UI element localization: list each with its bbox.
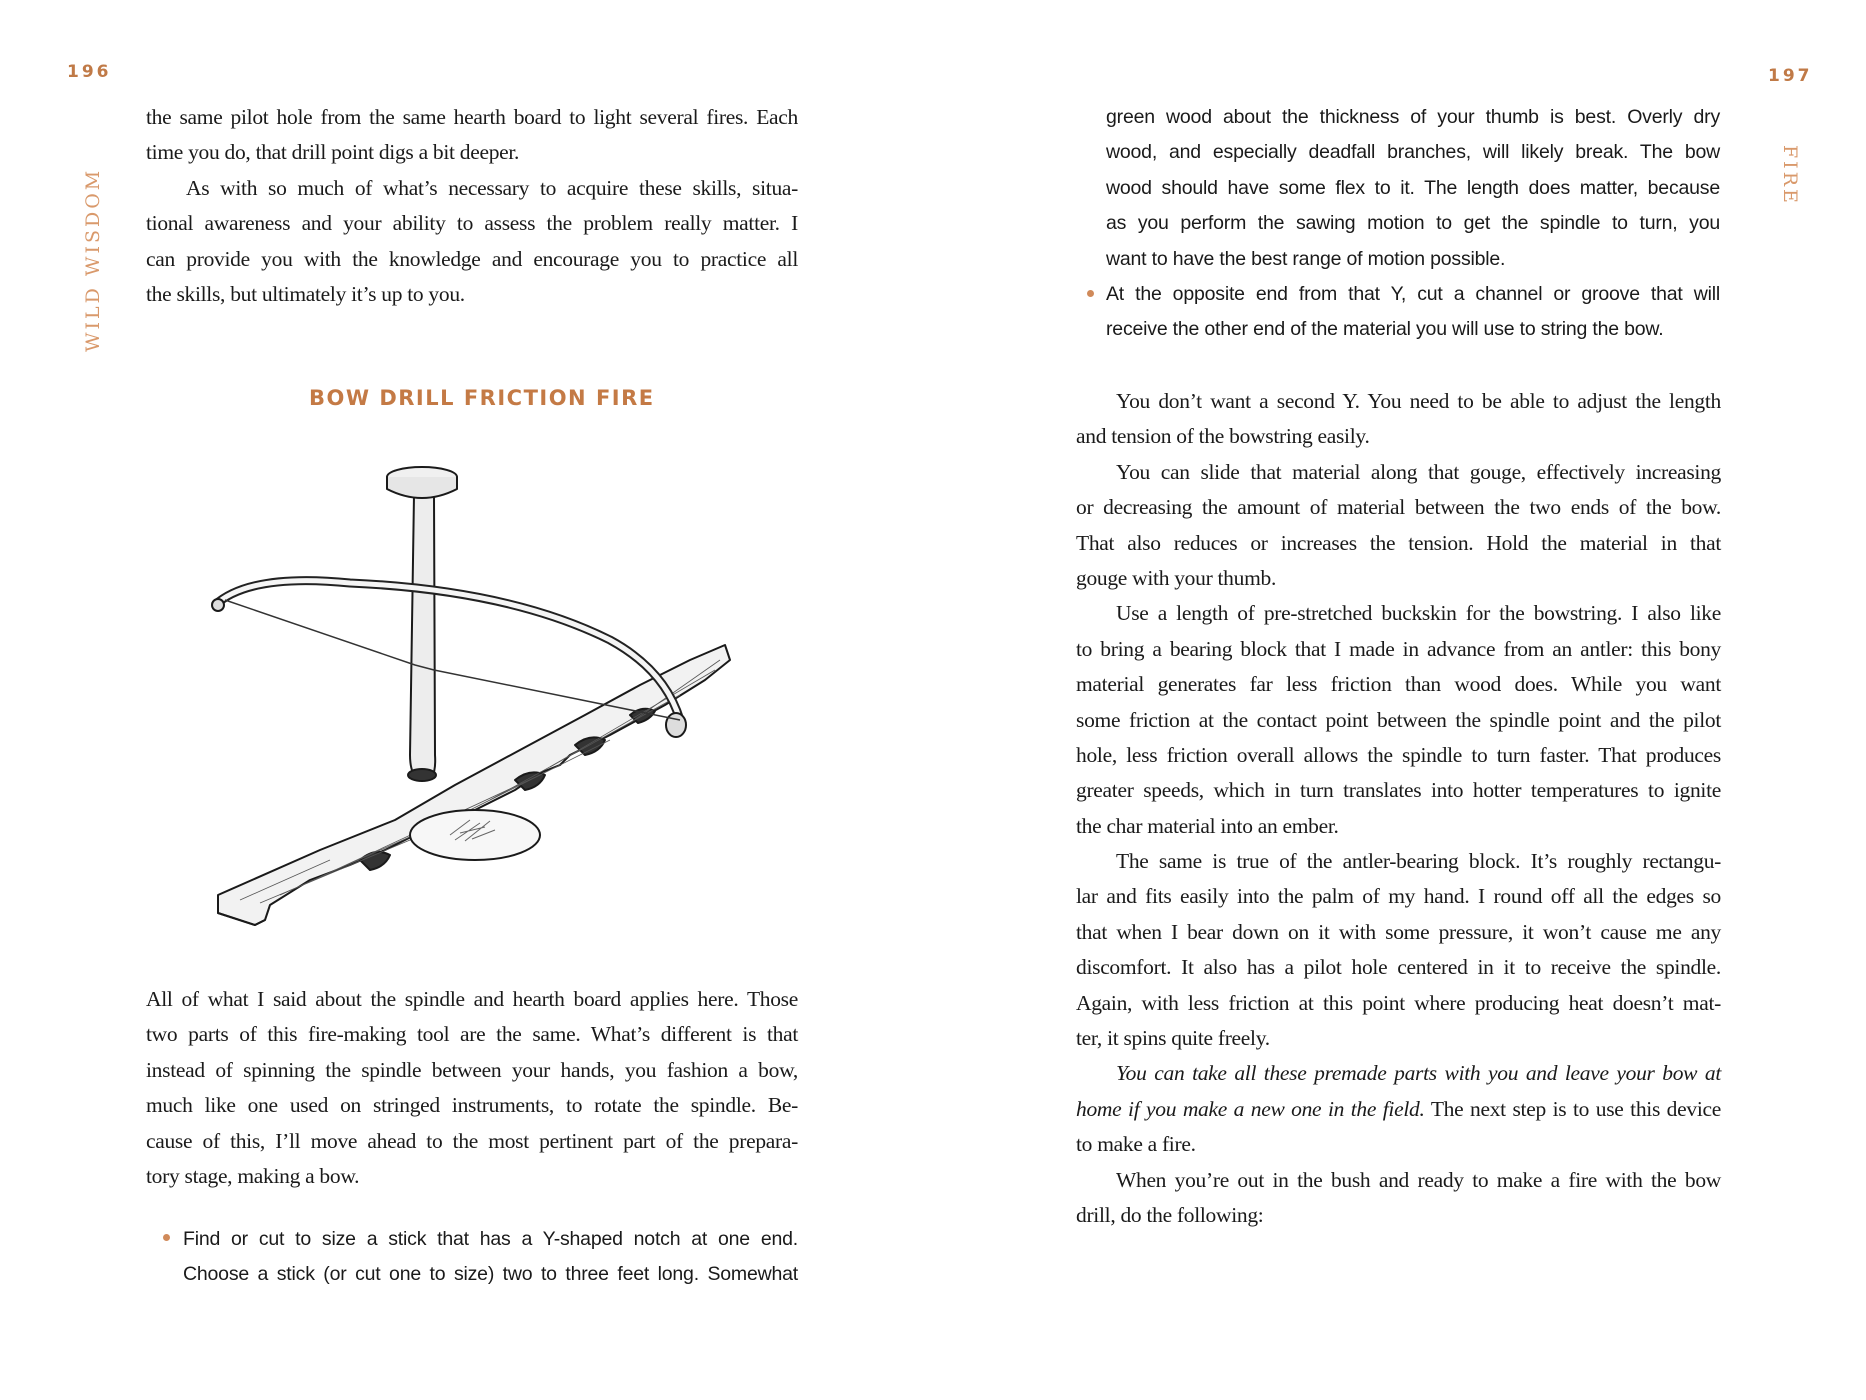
text-line: and tension of the bowstring easily.: [1076, 424, 1370, 449]
bullet-item: [1106, 277, 1720, 348]
text-line: hole, less friction overall allows the spindle to turn faster. That produces: [1076, 742, 1721, 767]
text-span: The next step is to use this device: [1424, 1096, 1721, 1121]
text-line: cause of this, I’ll move ahead to the most pertinent part of the prepara-: [146, 1128, 798, 1153]
text-line: Use a length of pre-stretched buckskin for the bowstring. I also like: [1116, 601, 1721, 626]
right-body-text: [1076, 384, 1721, 1233]
hearth-board: [218, 645, 730, 925]
left-bottom-text: [146, 982, 798, 1194]
text-line: The same is true of the antler-bearing block. It’s roughly rectangu-: [1116, 849, 1721, 874]
text-line: instead of spinning the spindle between your hands, you fashion a bow,: [146, 1057, 798, 1082]
paragraph: [146, 100, 798, 171]
text-line: or decreasing the amount of material between the two ends of the bow.: [1076, 495, 1721, 520]
text-line: You don’t want a second Y. You need to be able to adjust the length: [1116, 389, 1721, 413]
bullet-item: [183, 1222, 798, 1293]
text-line: That also reduces or increases the tension. Hold the material in that: [1076, 530, 1721, 555]
left-top-text: [146, 100, 798, 312]
paragraph-italic: [1076, 1056, 1721, 1162]
text-line: material generates far less friction than wood does. While you want: [1076, 672, 1721, 697]
text-line: two parts of this fire-making tool are the same. What’s different is that: [146, 1022, 798, 1047]
paragraph: [1076, 1163, 1721, 1234]
text-line: as you perform the sawing motion to get the spindle to turn, you: [1106, 212, 1720, 235]
text-line: some friction at the contact point between the spindle point and the pilot: [1076, 707, 1721, 732]
bullet-icon: [1087, 290, 1094, 297]
italic-phrase: home if you make a new one in the field.: [1076, 1096, 1425, 1121]
paragraph: [1076, 384, 1721, 455]
text-line: can provide you with the knowledge and encourage you to practice all: [146, 246, 798, 271]
text-line: much like one used on stringed instruments, to rotate the spindle. Be-: [146, 1093, 798, 1118]
text-line: to make a fire.: [1076, 1132, 1196, 1157]
running-head-left: WILD WISDOM: [82, 167, 104, 352]
text-line: Again, with less friction at this point where producing heat doesn’t mat-: [1076, 990, 1721, 1015]
text-line: want to have the best range of motion possible.: [1106, 247, 1506, 270]
text-line: Find or cut to size a stick that has a Y-shaped notch at one end.: [183, 1228, 798, 1250]
text-line: the skills, but ultimately it’s up to you.: [146, 281, 465, 306]
text-line: greater speeds, which in turn translates into hotter temperatures to ignite: [1076, 778, 1721, 803]
bullet-continuation: [1106, 100, 1720, 277]
text-line: ter, it spins quite freely.: [1076, 1026, 1270, 1051]
text-line: When you’re out in the bush and ready to make a fire with the bow: [1116, 1167, 1721, 1192]
text-line: time you do, that drill point digs a bit deeper.: [146, 140, 520, 165]
bullet-icon: [163, 1234, 170, 1241]
text-line: As with so much of what’s necessary to acquire these skills, situa-: [186, 175, 798, 200]
text-line: wood, and especially deadfall branches, will likely break. The bow: [1106, 141, 1720, 164]
spindle: [387, 467, 457, 781]
text-line: You can slide that material along that gouge, effectively increasing: [1116, 459, 1721, 484]
section-heading: BOW DRILL FRICTION FIRE: [309, 386, 655, 410]
ember-pan: [410, 810, 540, 860]
paragraph: [146, 171, 798, 313]
text-line: You can take all these premade parts with you and leave your bow at: [1116, 1061, 1721, 1086]
text-line: that when I bear down on it with some pressure, it won’t cause me any: [1076, 919, 1721, 944]
running-head-right: FIRE: [1779, 145, 1801, 206]
page-number-right: 197: [1768, 66, 1813, 86]
text-line: the char material into an ember.: [1076, 813, 1339, 838]
text-line: receive the other end of the material you will use to string the bow.: [1106, 318, 1664, 341]
page-number-left: 196: [67, 62, 112, 82]
text-line: tional awareness and your ability to assess the problem really matter. I: [146, 211, 798, 236]
text-line: lar and fits easily into the palm of my hand. I round off all the edges so: [1076, 884, 1721, 909]
text-line: drill, do the following:: [1076, 1202, 1264, 1227]
text-line: gouge with your thumb.: [1076, 565, 1277, 590]
right-page: [933, 0, 1866, 1400]
text-line: to bring a bearing block that I made in advance from an antler: this bony: [1076, 636, 1721, 661]
text-line: the same pilot hole from the same hearth board to light several fires. Each: [146, 105, 798, 129]
text-line: At the opposite end from that Y, cut a channel or groove that will: [1106, 283, 1720, 305]
text-line: green wood about the thickness of your thumb is best. Overly dry: [1106, 106, 1720, 128]
text-line: wood should have some flex to it. The length does matter, because: [1106, 176, 1720, 199]
paragraph: [1076, 844, 1721, 1056]
text-line: tory stage, making a bow.: [146, 1163, 360, 1188]
paragraph: [1076, 596, 1721, 844]
paragraph: [1076, 455, 1721, 597]
text-line: All of what I said about the spindle and hearth board applies here. Those: [146, 987, 798, 1011]
text-line: discomfort. It also has a pilot hole centered in it to receive the spindle.: [1076, 955, 1721, 980]
text-line: [1076, 1092, 1721, 1127]
bow-drill-illustration-icon: [210, 455, 740, 940]
text-line: Choose a stick (or cut one to size) two to three feet long. Somewhat: [183, 1263, 798, 1286]
